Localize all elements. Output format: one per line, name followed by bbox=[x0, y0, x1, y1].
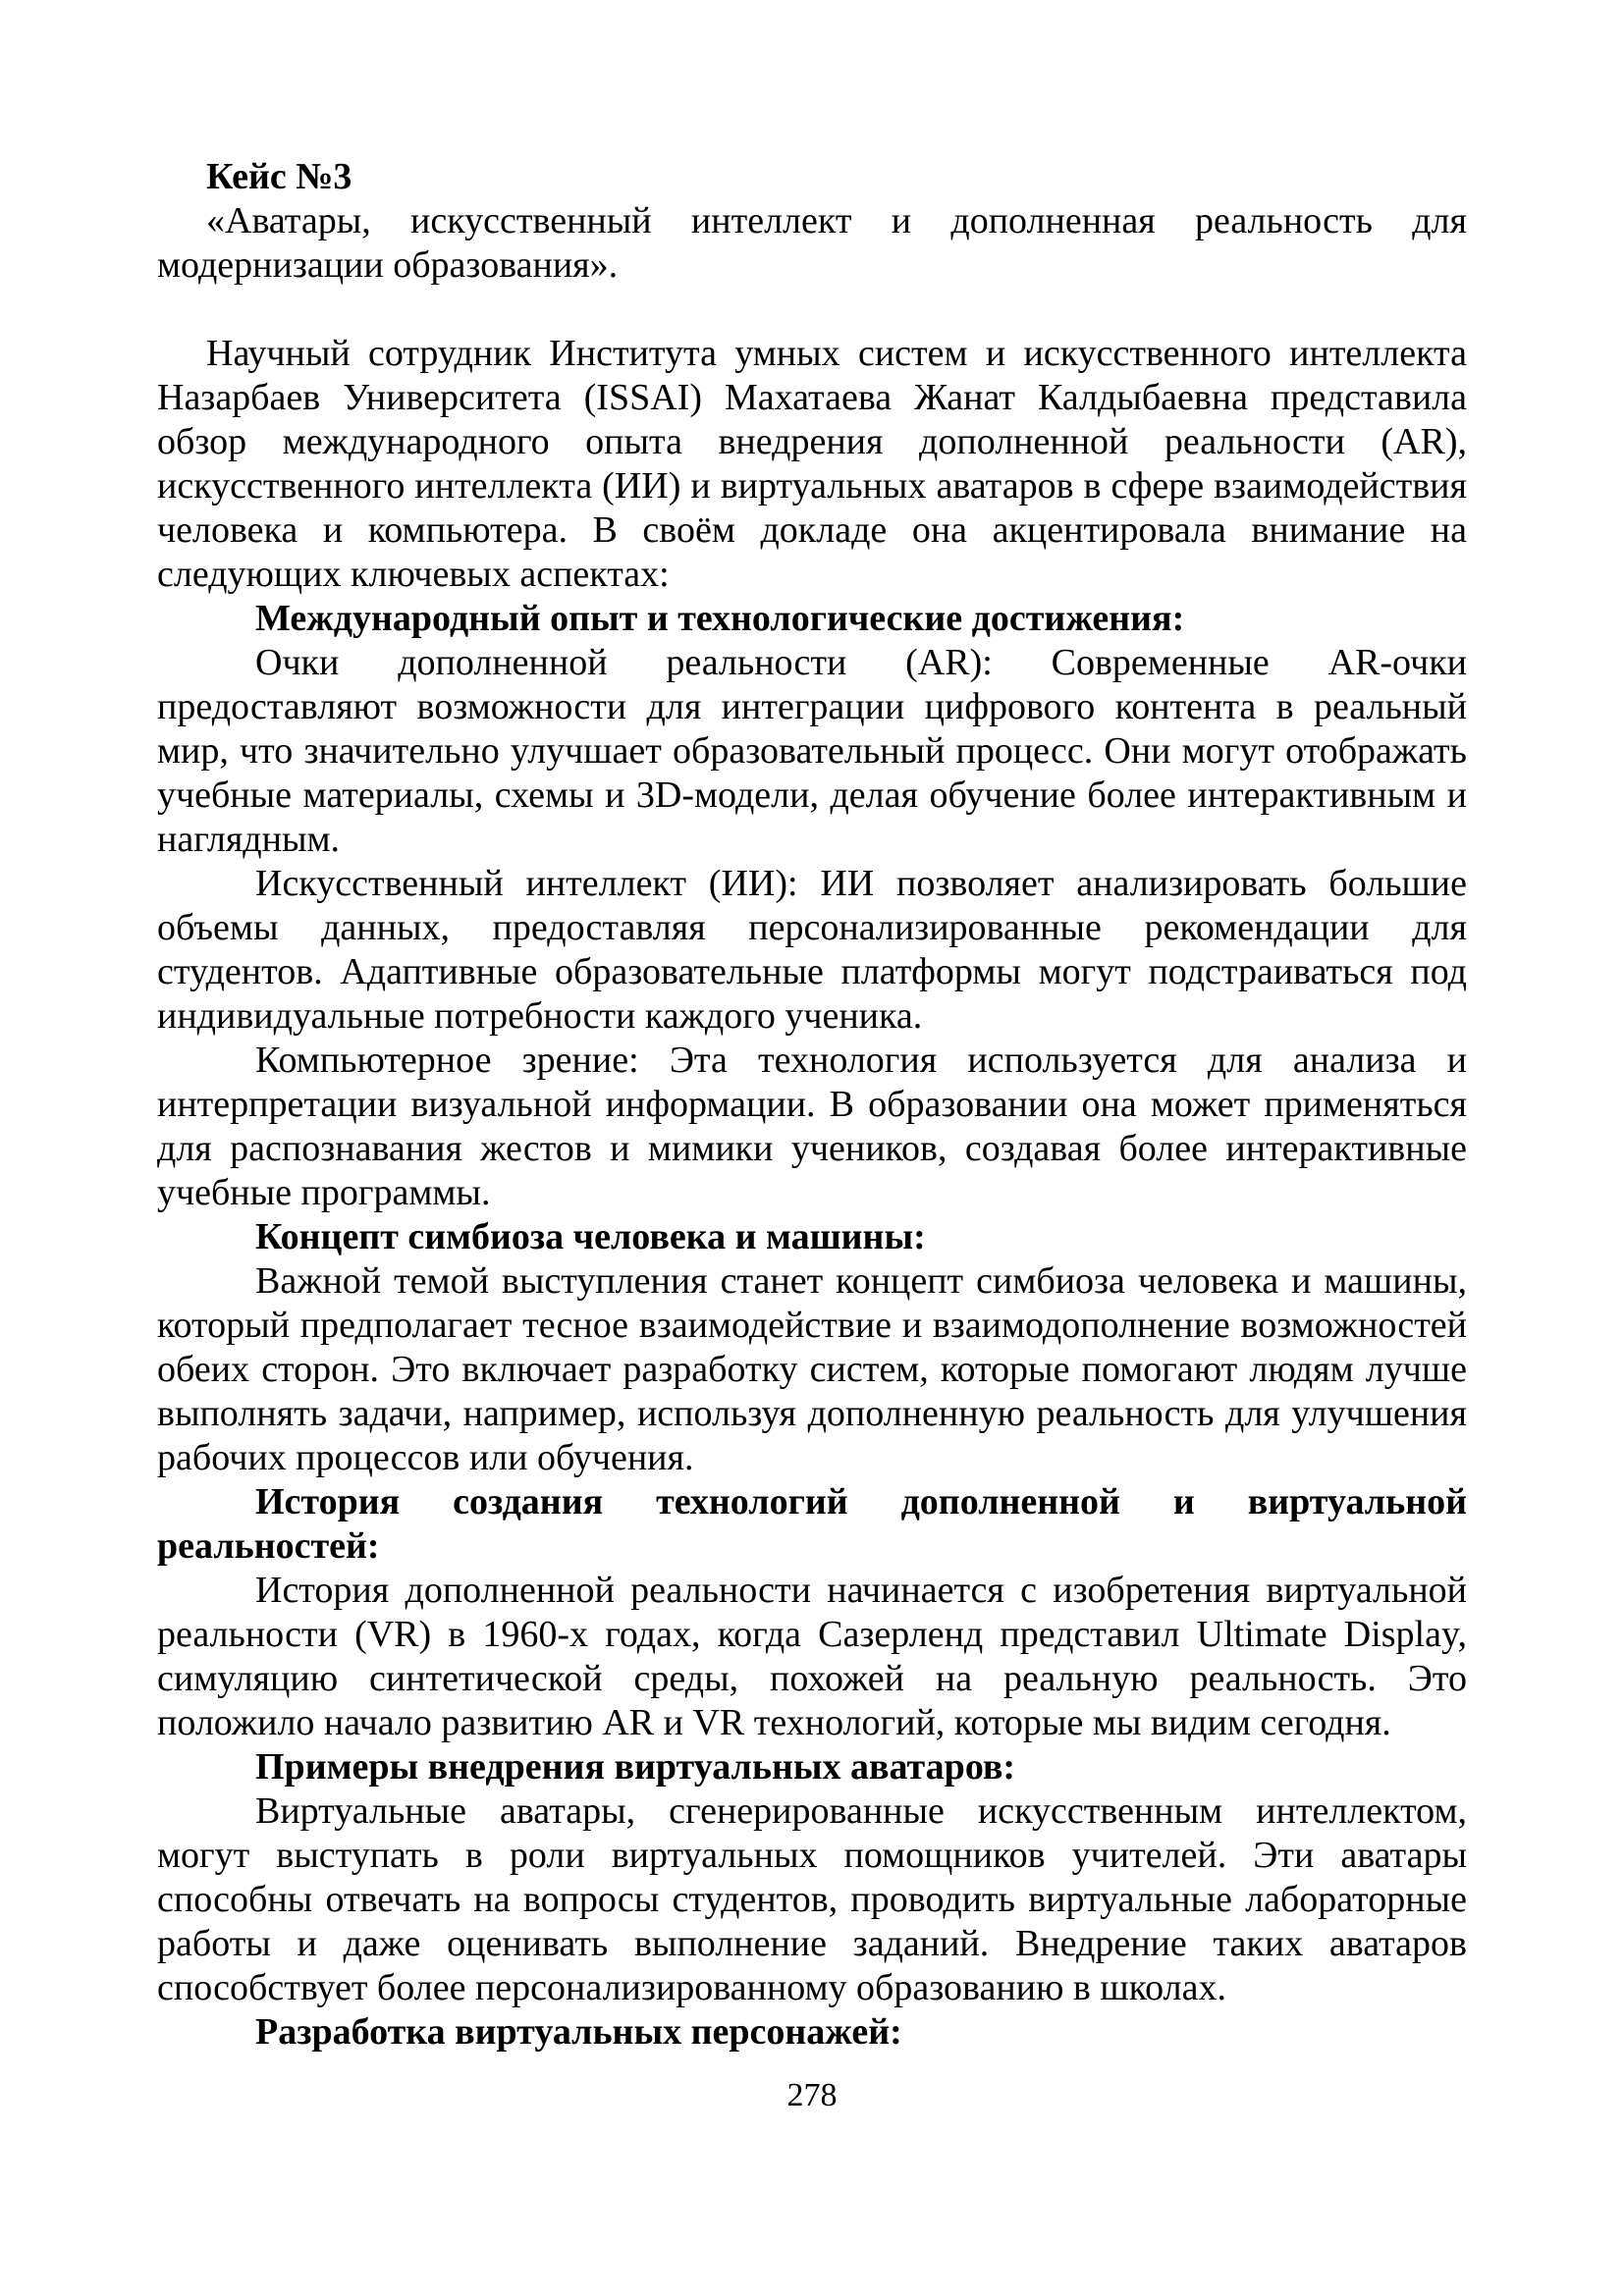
section-heading: История создания технологий дополненной и виртуальной реальностей: bbox=[157, 1481, 1467, 1567]
section-heading: Кейс №3 bbox=[206, 156, 352, 197]
section-heading: Международный опыт и технологические достижения: bbox=[255, 598, 1185, 639]
body-paragraph: История дополненной реальности начинается с изобретения виртуальной реальности (VR) в 1960-х годах, когда Сазерленд представил Ultimate Display, симуляцию синтетической среды, похожей на реальную реальность. Это положило начало развитию AR и VR технологий, которые мы видим сегодня. bbox=[157, 1570, 1467, 1743]
body-paragraph: Компьютерное зрение: Эта технология используется для анализа и интерпретации визуальной информации. В образовании она может применяться для распознавания жестов и мимики учеников, создавая более интерактивные учебные программы. bbox=[157, 1040, 1467, 1213]
section-heading: Разработка виртуальных персонажей: bbox=[255, 2011, 902, 2053]
body-paragraph: Научный сотрудник Института умных систем и искусственного интеллекта Назарбаев Университета (ISSAI) Махатаева Жанат Калдыбаевна представила обзор международного опыта внедрения дополненной реальности (AR), искусственного интеллекта (ИИ) и виртуальных аватаров в сфере взаимодействия человека и компьютера. В своём докладе она акцентировала внимание на следующих ключевых аспектах: bbox=[157, 333, 1467, 595]
body-paragraph: «Аватары, искусственный интеллект и дополненная реальность для модернизации образования». bbox=[157, 200, 1467, 286]
page-number: 278 bbox=[786, 2077, 838, 2113]
section-heading: Концепт симбиоза человека и машины: bbox=[255, 1216, 926, 1257]
body-paragraph: Виртуальные аватары, сгенерированные искусственным интеллектом, могут выступать в роли виртуальных помощников учителей. Эти аватары способны отвечать на вопросы студентов, проводить виртуальные лабораторные работы и даже оценивать выполнение заданий. Внедрение таких аватаров способствует более персонализированному образованию в школах. bbox=[157, 1790, 1467, 2008]
section-heading: Примеры внедрения виртуальных аватаров: bbox=[255, 1746, 1016, 1788]
document-body bbox=[157, 155, 1467, 2055]
body-paragraph: Очки дополненной реальности (AR): Современные AR-очки предоставляют возможности для интеграции цифрового контента в реальный мир, что значительно улучшает образовательный процесс. Они могут отображать учебные материалы, схемы и 3D-модели, делая обучение более интерактивным и наглядным. bbox=[157, 642, 1467, 860]
body-paragraph: Важной темой выступления станет концепт симбиоза человека и машины, который предполагает тесное взаимодействие и взаимодополнение возможностей обеих сторон. Это включает разработку систем, которые помогают людям лучше выполнять задачи, например, используя дополненную реальность для улучшения рабочих процессов или обучения. bbox=[157, 1260, 1467, 1478]
paragraph-spacer bbox=[157, 288, 1467, 332]
body-paragraph: Искусственный интеллект (ИИ): ИИ позволяет анализировать большие объемы данных, предоставляя персонализированные рекомендации для студентов. Адаптивные образовательные платформы могут подстраиваться под индивидуальные потребности каждого ученика. bbox=[157, 863, 1467, 1037]
